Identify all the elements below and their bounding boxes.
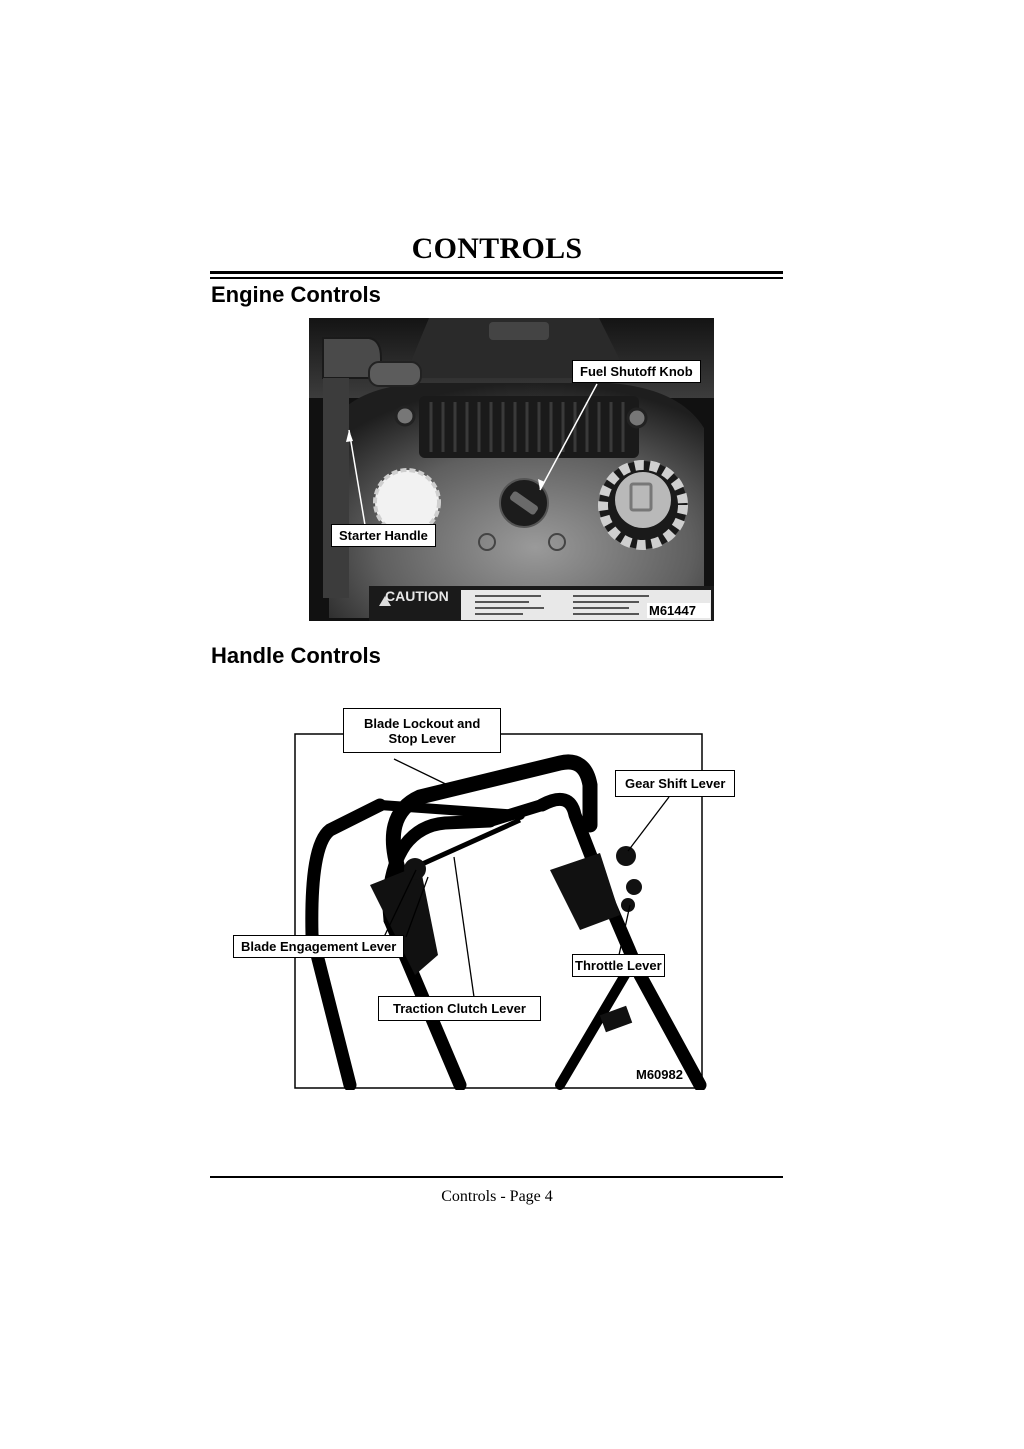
page-footer: Controls - Page 4 [441, 1188, 553, 1205]
blade-lockout-callout [343, 708, 501, 753]
handle-figure-code: M60982 [636, 1067, 683, 1082]
blade-lockout-label-line1: Blade Lockout and [364, 716, 481, 731]
caution-label: CAUTION [385, 588, 449, 604]
handle-illustration [230, 705, 740, 1090]
blade-engagement-lever-callout: Blade Engagement Lever [233, 935, 404, 958]
gear-shift-lever-callout: Gear Shift Lever [615, 770, 735, 797]
handle-controls-heading: Handle Controls [211, 643, 381, 668]
footer-rule [210, 1176, 783, 1178]
handle-controls-figure [230, 705, 740, 1090]
page-title: CONTROLS [411, 232, 583, 265]
throttle-lever-callout: Throttle Lever [572, 954, 665, 977]
fuel-shutoff-knob-callout: Fuel Shutoff Knob [572, 360, 701, 383]
blade-lockout-label-line2: Stop Lever [388, 731, 456, 746]
engine-controls-heading: Engine Controls [211, 282, 381, 307]
title-rule-thick [210, 271, 783, 274]
engine-figure-code: M61447 [647, 603, 710, 618]
engine-controls-figure [309, 318, 714, 621]
traction-clutch-lever-callout: Traction Clutch Lever [378, 996, 541, 1021]
title-rule-thin [210, 277, 783, 279]
starter-handle-callout: Starter Handle [331, 524, 436, 547]
